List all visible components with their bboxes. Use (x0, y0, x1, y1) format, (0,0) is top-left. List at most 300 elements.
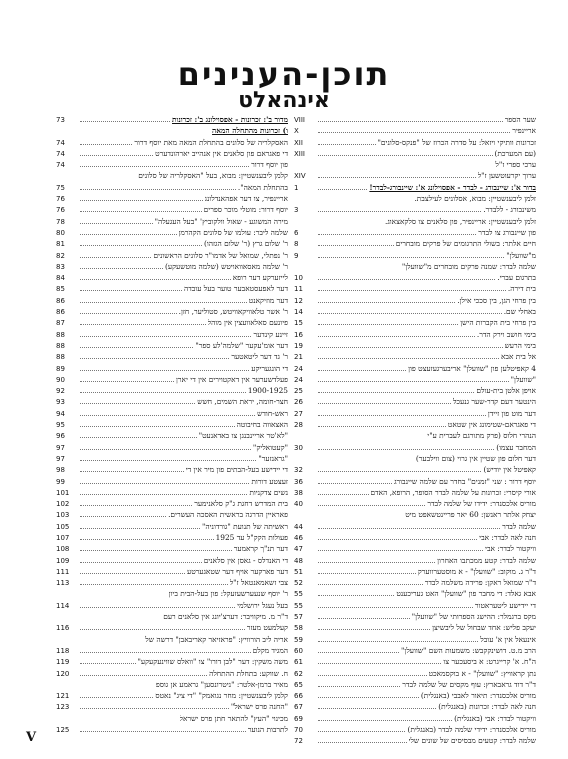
toc-entry-page: 10 (294, 274, 303, 283)
dot-leader (318, 155, 493, 156)
toc-entry-title: הנהרי חלוס (פרק מתורגם לעברית ע"י (427, 431, 536, 441)
toc-entry (56, 193, 288, 204)
toc-entry-title: ר' גד דער ליטאטער (231, 352, 288, 362)
toc-entry-title: קלמן ליבענשטיין: מחר נגואמק" "די ציג" נאטס (155, 691, 288, 701)
toc-entry (56, 363, 288, 374)
toc-entry-title: זלמן ליבענשטיין: אריינפיר, פון סלאנים צו סלקאצאוג. (385, 216, 536, 226)
toc-entry-page: 62 (294, 669, 303, 678)
toc-entry (56, 216, 288, 227)
toc-entry-title: בין פרחי בית הקברות הישן (460, 318, 536, 328)
toc-entry-title: שלמה לבדר: קטע ממכתבו האחרון (437, 555, 536, 565)
toc-entry-title: המגיד מקלם (252, 645, 288, 655)
toc-entry-page: 32 (294, 466, 303, 475)
toc-entry-title: בדור א': שיינבורג - לבדר - אפסוילונג א': שיינבורג-לבדר! (369, 182, 536, 192)
toc-entry-title: אל בית אבא (500, 352, 536, 362)
toc-entry-page: 11 (294, 285, 303, 294)
toc-entry (294, 577, 536, 588)
dot-leader (80, 403, 195, 404)
dot-leader (80, 347, 193, 348)
toc-entry (56, 656, 288, 667)
page-title: תוכן-הענינים (177, 55, 391, 93)
toc-entry-page: 30 (294, 443, 303, 452)
toc-entry-title: ערכי ספרי ז"ל (495, 160, 536, 170)
dot-leader (318, 584, 423, 585)
toc-entry-page: 96 (56, 432, 65, 441)
toc-column-right (294, 114, 536, 747)
dot-leader (318, 234, 476, 235)
dot-leader (318, 471, 481, 472)
toc-entry (294, 476, 536, 487)
toc-entry (56, 430, 288, 441)
toc-entry (294, 306, 536, 317)
toc-entry (56, 114, 288, 125)
toc-entry (56, 566, 288, 577)
toc-entry-page: 108 (56, 545, 70, 554)
toc-entry (294, 498, 536, 509)
toc-entry-title: פעלדשערער אין דאקטוירים אין די יארן (176, 374, 288, 384)
dot-leader (80, 539, 214, 540)
toc-entry-page: 73 (56, 116, 65, 124)
dot-leader (80, 437, 197, 438)
toc-entry-title: המחבר עצמו) (496, 442, 536, 452)
toc-entry (56, 453, 288, 464)
toc-entry-title: האצאווה בחיבוטה (236, 420, 288, 430)
toc-entry (294, 363, 536, 374)
toc-entry (294, 634, 536, 645)
dot-leader (318, 697, 419, 698)
dot-leader (80, 505, 192, 506)
toc-entry (56, 532, 288, 543)
toc-entry-title: אריה ליב הורוויץ: "פראזיאר קאריבאבן" דרשה של (145, 634, 288, 644)
toc-entry-page: 123 (56, 703, 70, 712)
toc-entry (294, 396, 536, 407)
toc-entry-title: ר' יוסף שנעערשעזעקל: פון בעל-הבית ביון (168, 589, 288, 599)
toc-entry-page: 82 (56, 251, 65, 260)
dot-leader (80, 290, 182, 291)
toc-entry-page: 94 (56, 409, 65, 418)
toc-entry-title: חצר-חומה, יראת השמים, חשש (197, 397, 288, 407)
toc-entry-page: XIII (294, 149, 305, 158)
toc-entry (294, 250, 536, 261)
toc-entry (56, 611, 288, 622)
toc-entry-title: 1900-1925 (247, 386, 288, 396)
toc-entry (56, 340, 288, 351)
dot-leader (318, 607, 473, 608)
toc-entry (56, 182, 288, 193)
dot-leader (318, 720, 452, 721)
toc-entry (56, 317, 288, 328)
dot-leader (318, 211, 481, 212)
toc-entry (294, 329, 536, 340)
toc-entry (56, 306, 288, 317)
toc-entry (294, 509, 536, 520)
toc-entry-page: 27 (294, 409, 303, 418)
dot-leader (318, 652, 399, 653)
toc-entry (56, 261, 288, 272)
toc-entry-title: אריינפיר (512, 126, 536, 136)
toc-entry-title: וויקטור לבדר: אבי (באנגלית) (454, 713, 536, 723)
dot-leader (80, 573, 185, 574)
dot-leader (80, 302, 247, 303)
toc-entry-page: 89 (56, 364, 65, 373)
toc-entry-title: די יידישע ליטעראטור (474, 600, 536, 610)
dot-leader (318, 528, 500, 529)
toc-entry-page: 1 (294, 183, 299, 192)
dot-leader (80, 584, 228, 585)
toc-entry-title: ה"ח. א' קרייגרט: א ביסעכער צו (443, 657, 536, 667)
toc-entry (56, 137, 288, 148)
toc-entry-title: מקס ברגמלר: ההישג הספרותי של "שוועלן" (411, 612, 536, 622)
toc-entry (294, 453, 536, 464)
toc-entry-page: 36 (294, 477, 303, 486)
toc-entry-title: בין פרחי הגן, בין סככי אילן. (457, 295, 536, 305)
toc-entry (294, 645, 536, 656)
dot-leader (80, 144, 132, 145)
toc-entry (294, 385, 536, 396)
toc-entry-page: 90 (56, 375, 65, 384)
toc-entry-title: חנה לאה לבדר: אבי (479, 532, 536, 542)
toc-entry-title: מוריס אלכסנדר: ידידו של שלמה לבדר (427, 499, 536, 509)
dot-leader (318, 742, 407, 743)
toc-entry-page: 48 (294, 556, 303, 565)
toc-entry (294, 340, 536, 351)
toc-entry (294, 159, 536, 170)
toc-entry (56, 351, 288, 362)
toc-entry (294, 442, 536, 453)
toc-entry (294, 272, 536, 283)
toc-entry-title: הינטער דעם קדר-שער גנעכל (452, 397, 536, 407)
toc-entry-page: 118 (56, 646, 70, 655)
toc-entry-title: בתרגום עברי. (497, 273, 536, 283)
dot-leader (318, 686, 400, 687)
toc-entry (56, 690, 288, 701)
toc-entry (294, 193, 536, 204)
toc-entry-page: 40 (294, 500, 303, 509)
toc-entry-title: פעולות הקק"ל עד 1925 (215, 532, 288, 542)
page-subtitle: אינהאלט (238, 88, 330, 113)
toc-entry-title: קלמן ליבענשטיין: מבוא, בעל "האסקלריה של סלונים (138, 171, 288, 181)
toc-entry-page: 24 (294, 364, 303, 373)
toc-entry-title: מכינוי "העץ" להתאר חתן פרס ישראל (179, 713, 288, 723)
toc-entry-title: אריינפיר, צו דער אפהאנדלונג (204, 194, 288, 204)
toc-entry (294, 622, 536, 633)
toc-entry-page: 58 (294, 624, 303, 633)
toc-entry (56, 634, 288, 645)
toc-entry (56, 679, 288, 690)
dot-leader (318, 731, 405, 732)
dot-leader (318, 279, 495, 280)
toc-entry-title: ד"ר דוד גראבארץ: עוף מקסים של שלמה לבדר (402, 679, 536, 689)
dot-leader (80, 234, 177, 235)
dot-leader (318, 494, 369, 495)
dot-leader (80, 415, 255, 416)
toc-entry-page: 93 (56, 398, 65, 407)
toc-entry-title: "שוועלן" (510, 374, 536, 384)
toc-entry-page: 74 (56, 138, 65, 147)
toc-entry-title: זעצטע דורות (251, 476, 288, 486)
toc-entry-title: זכרונות וותיקי ויזאל: על סדרה הכרוז של "פנקס-סלונים" (377, 137, 536, 147)
toc-entry-title: מוריס אלכסנדר: תיאור לאבבי (באנגלית) (420, 691, 536, 701)
toc-entry-title: "החנה פרס ישראל" (230, 702, 288, 712)
toc-entry-title: פון שיינבורג צו לבדר (478, 227, 536, 237)
toc-entry (56, 577, 288, 588)
toc-entry-title: דער תנ"ך קראמער (233, 544, 288, 554)
toc-entry-title: ר' שלום גרץ (ר' שלום הגזהו) (203, 239, 288, 249)
toc-entry-title: מדור ב': זכרונות - אפסוילונג ב': זכרונות (171, 115, 288, 124)
dot-leader (318, 629, 430, 630)
toc-entry-page: 66 (294, 692, 303, 701)
toc-entry (294, 713, 536, 724)
dot-leader (80, 257, 151, 258)
toc-entry-title: בהתחלת המאה". (237, 182, 288, 192)
toc-entry (294, 600, 536, 611)
toc-entry-page: 24 (294, 375, 303, 384)
dot-leader (318, 505, 425, 506)
toc-entry (56, 396, 288, 407)
toc-entry-page: 81 (56, 240, 65, 249)
toc-entry-title: שלמה לבדר: קטעים מבסיסים של שונים שלי (408, 736, 536, 746)
toc-entry-title: לייזערקע דער רופא (232, 273, 288, 283)
toc-entry-title: 4 קאפיטלען פון "שוועלן" אריבערגעזעצט פון (408, 363, 536, 373)
toc-entry (294, 148, 536, 159)
toc-entry-title: ערוך יקרעוטשען ז"ל (477, 171, 536, 181)
toc-entry-page: 9 (294, 251, 299, 260)
dot-leader (318, 370, 406, 371)
toc-entry (56, 283, 288, 294)
toc-entry-page: 74 (56, 161, 65, 170)
toc-entry-title: די פאגראם-שטימונג אין שטאט (447, 420, 536, 430)
toc-entry-title: די האנדלס - גאסן אין סלאנים (203, 555, 288, 565)
toc-entry-title: שלמה לבדר: שמנה פרקים מובחרים מ"שוועלן" (401, 261, 536, 271)
toc-entry (294, 690, 536, 701)
toc-entry-title: שלמה לבדר (502, 521, 536, 531)
toc-entry-page: 95 (56, 421, 65, 430)
toc-entry-page: VIII (294, 116, 305, 124)
toc-entry-page: 121 (56, 692, 70, 701)
dot-leader (318, 449, 494, 450)
toc-entry (56, 272, 288, 283)
toc-entry-page: 52 (294, 579, 303, 588)
toc-entry-title: קאפיטל אין יודיש) (483, 465, 536, 475)
toc-entry (294, 430, 536, 441)
toc-entry-title: "לא'טר אריינבנגן צו באדאנעט" (198, 431, 288, 441)
dot-leader (80, 392, 246, 393)
toc-entry (294, 261, 536, 272)
toc-entry-title: שלמה ליבר: עולמו של סלונים הקהרמן (178, 227, 288, 237)
toc-entry-title: פון יוסף דרור (251, 160, 288, 170)
toc-entry-page: 59 (294, 635, 303, 644)
toc-entry-page: 46 (294, 533, 303, 542)
toc-entry-title: פיונעם סאלאוועצין אין מוהל (207, 318, 288, 328)
dot-leader (80, 211, 202, 212)
toc-entry-page: 6 (294, 228, 299, 237)
toc-entry-title: בעל נעגל ירושלמי (237, 600, 288, 610)
toc-entry (294, 216, 536, 227)
dot-leader (80, 370, 249, 371)
toc-column-left (56, 114, 288, 735)
toc-entry-title: בית דירה. (507, 284, 536, 294)
dot-leader (318, 403, 451, 404)
dot-leader (80, 516, 166, 517)
toc-entry-title: פאראיין הדרגה בראשית האסכה העשרים. (168, 510, 288, 520)
dot-leader (80, 268, 163, 269)
toc-entry (56, 250, 288, 261)
toc-entry-title: לתרבות הנוער (247, 725, 288, 735)
dot-leader (80, 550, 232, 551)
toc-entry-page: 78 (56, 217, 65, 226)
toc-entry-title: דער מוט פון זיידן (487, 408, 536, 418)
dot-leader (318, 324, 458, 325)
toc-entry-page: 113 (56, 579, 70, 588)
toc-entry (56, 476, 288, 487)
dot-leader (80, 731, 246, 732)
toc-entry (294, 487, 536, 498)
toc-entry-title: יצחק אלתר ראנשן: 60 יאר פריינטשאפט מיט (405, 510, 536, 520)
toc-entry-page: 15 (294, 319, 303, 328)
toc-entry-title: הרב מ.ט. דושינקקבש: משמעות השם "שוועלן" (401, 645, 536, 655)
toc-entry (294, 735, 536, 746)
toc-entry-page: 107 (56, 533, 70, 542)
toc-entry (294, 419, 536, 430)
toc-entry-page: XIV (294, 172, 306, 181)
toc-entry-title: ר' אשר טלאוויקאוויטש, סטוליער, חזן. (178, 307, 288, 317)
toc-entry-title: זלמן ליבענשטיין: מבוא, אסלונים לעילצבת. (414, 194, 536, 204)
toc-entry-page: 85 (56, 285, 65, 294)
toc-entry-page: 109 (56, 556, 70, 565)
toc-entry-title: די הונגעריקע (251, 363, 288, 373)
toc-entry-page: 44 (294, 522, 303, 531)
toc-entry-title: שער הספר (504, 115, 536, 124)
toc-entry-page: 55 (294, 590, 303, 599)
toc-entry (294, 125, 536, 136)
toc-entry-page: 111 (56, 567, 70, 576)
toc-entry-title: ח. שווקע: בתחלת ההתחלה (209, 668, 288, 678)
toc-entry-page: 14 (294, 308, 303, 317)
toc-entry-title: "קעטואליק" (252, 442, 288, 452)
toc-entry (56, 498, 288, 509)
dot-leader (80, 562, 202, 563)
toc-entry-page: X (294, 127, 299, 136)
toc-entry-title: האסקלריה של סלונים בהתחלת המאה מאת יוסף דרור (134, 137, 288, 147)
dot-leader (80, 471, 184, 472)
toc-entry-page: 67 (294, 703, 303, 712)
dot-leader (318, 550, 483, 551)
toc-entry-page: 80 (56, 228, 65, 237)
toc-entry-title: ד"ר מ. מיקוויבר: דערצ'יונג אין סלאנים רעם (163, 612, 288, 622)
toc-entry-page: 19 (294, 341, 303, 350)
toc-entry (294, 656, 536, 667)
dot-leader (318, 641, 478, 642)
toc-entry-page: 25 (294, 387, 303, 396)
toc-entry (56, 487, 288, 498)
toc-entry-page: 26 (294, 398, 303, 407)
dot-leader (318, 426, 446, 427)
toc-entry (56, 713, 288, 724)
toc-entry-page: 70 (294, 726, 303, 735)
toc-entry (56, 724, 288, 735)
toc-entry-page: 99 (56, 477, 65, 486)
toc-entry-page: 28 (294, 421, 303, 430)
toc-entry (56, 204, 288, 215)
toc-entry (294, 170, 536, 181)
dot-leader (80, 166, 249, 167)
dot-leader (318, 663, 441, 664)
toc-entry-title: זיינע קינדער (253, 329, 288, 339)
toc-entry-page: 75 (56, 183, 65, 192)
toc-entry (294, 679, 536, 690)
dot-leader (318, 539, 477, 540)
dot-leader (80, 426, 235, 427)
toc-entry-title: חיים אלתר: בשולי התרגומים של פרקים מובחרים (395, 239, 536, 249)
dot-leader (318, 290, 506, 291)
toc-entry (294, 521, 536, 532)
toc-entry-page: 88 (56, 353, 65, 362)
toc-entry (56, 555, 288, 566)
toc-entry (56, 622, 288, 633)
toc-entry (294, 611, 536, 622)
toc-entry-page: 119 (56, 658, 70, 667)
toc-entry-title: קעלמעט מעזר (246, 623, 288, 633)
toc-entry-page: 105 (56, 522, 70, 531)
toc-entry (56, 159, 288, 170)
toc-entry (294, 137, 536, 148)
toc-entry-title: אויפן אלטן בית-עולם (476, 386, 536, 396)
toc-entry-title: באחלי שם. (503, 307, 536, 317)
dot-leader (318, 121, 503, 122)
toc-entry-title: צבי זשאמאנטאל ז"ל (229, 578, 288, 588)
toc-entry (56, 645, 288, 656)
toc-entry (56, 408, 288, 419)
dot-leader (318, 595, 394, 596)
toc-entry-page: XII (294, 138, 303, 147)
toc-entry (56, 701, 288, 712)
dot-leader (318, 347, 503, 348)
toc-entry-page: 38 (294, 488, 303, 497)
toc-entry-page: 47 (294, 545, 303, 554)
dot-leader (80, 279, 231, 280)
dot-leader (80, 200, 203, 201)
toc-entry-title: יעקב פליש: אחד שבחול של ליבשיצן (432, 623, 536, 633)
toc-entry (56, 374, 288, 385)
toc-entry-page: 88 (56, 341, 65, 350)
toc-entry-page: 74 (56, 149, 65, 158)
toc-entry (56, 668, 288, 679)
toc-entry-title: יוסף דרור: מוטלי מוכר ספרים (203, 205, 288, 215)
toc-entry-page: 8 (294, 240, 299, 249)
toc-entry-page: 97 (56, 454, 65, 463)
toc-entry-title: אינעאל אין א' עובל (480, 634, 536, 644)
dot-leader (80, 155, 153, 156)
dot-leader (318, 675, 427, 676)
dot-leader (318, 132, 510, 133)
toc-entry-title: אורי קיסרי: זכרונות על שלמה לבדר הסופר, הרופא, האדם (370, 487, 536, 497)
dot-leader (80, 189, 236, 190)
toc-entry-page: 103 (56, 511, 70, 520)
dot-leader (318, 189, 367, 190)
toc-entry-title: דער פארקער אויף דער שטאגערטע (187, 566, 288, 576)
dot-leader (80, 245, 202, 246)
toc-entry-title: אבא גאלד: די מחבר פון "שוועלן" האט געריכענט (396, 589, 536, 599)
toc-entry (294, 114, 536, 125)
dot-leader (318, 483, 392, 484)
toc-entry (56, 385, 288, 396)
toc-entry (294, 566, 536, 577)
toc-entry-page: 84 (56, 274, 65, 283)
toc-entry-title: ר' שלמה מאסאוואויטש (שלמה מוטשעקע) (165, 261, 288, 271)
dot-leader (80, 460, 256, 461)
toc-entry (294, 227, 536, 238)
dot-leader (318, 573, 416, 574)
